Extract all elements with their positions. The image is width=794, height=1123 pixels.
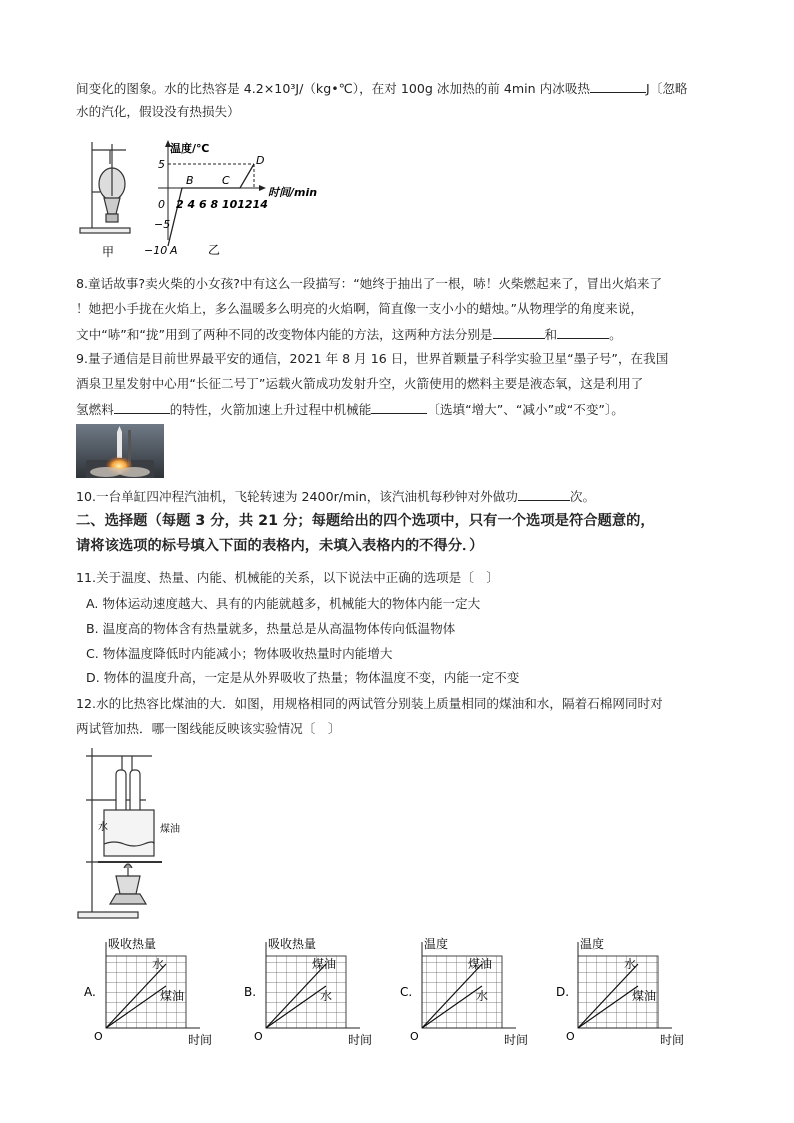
q8-line3-and: 和 xyxy=(544,327,558,342)
q10-text: 10.一台单缸四冲程汽油机，飞轮转速为 2400r/min，该汽油机每秒钟对外做功 xyxy=(76,489,518,504)
apparatus-label-kerosene: 煤油 xyxy=(160,824,180,835)
fig-label-jia: 甲 xyxy=(102,245,115,259)
q7-line2: 水的汽化，假设没有热损失） xyxy=(76,104,240,119)
q9-line3-end: 〔选填“增大”、“减小”或“不变”〕。 xyxy=(427,402,624,417)
q11-stem: 11.关于温度、热量、内能、机械能的关系，以下说法中正确的选项是〔 〕 xyxy=(76,570,500,585)
q10-tail: 次。 xyxy=(569,489,596,504)
graph-option-letter: D. xyxy=(556,985,570,999)
rocket-launch-image xyxy=(76,424,164,478)
q7-line1-text: 间变化的图象。水的比热容是 4.2×10³J/（kg•℃），在对 100g 冰加热的前 4min 内冰吸热 xyxy=(76,81,591,96)
section2-heading-line1: 二、选择题（每题 3 分，共 21 分；每题给出的四个选项中，只有一个选项是符合题意的， xyxy=(76,513,655,529)
q11-option-a[interactable]: A. 物体运动速度越大、具有的内能就越多，机械能大的物体内能一定大 xyxy=(86,596,481,611)
y-tick-0: 0 xyxy=(158,198,165,211)
y-tick-5: 5 xyxy=(158,158,165,171)
q12-apparatus-illustration xyxy=(76,744,208,920)
q9-line3 xyxy=(76,401,624,418)
y-tick-m5: −5 xyxy=(154,218,171,231)
q9-line3-mid: 的特性，火箭加速上升过程中机械能 xyxy=(169,402,372,417)
point-b: B xyxy=(186,174,194,187)
graph-y-label: 吸收热量 xyxy=(268,937,317,951)
graph-label-lower: 煤油 xyxy=(160,989,185,1003)
point-d: D xyxy=(256,154,265,167)
q7-line1 xyxy=(76,80,688,97)
graph-label-upper: 煤油 xyxy=(312,957,337,971)
fig-label-yi: 乙 xyxy=(208,243,221,257)
graph-label-lower: 水 xyxy=(476,989,489,1003)
graph-x-label: 时间 xyxy=(188,1033,213,1047)
q12-line2: 两试管加热．哪一图线能反映该实验情况〔 〕 xyxy=(76,721,341,736)
point-c: C xyxy=(222,174,230,187)
graph-x-label: 时间 xyxy=(504,1033,529,1047)
q12-option-graphs xyxy=(76,932,716,1048)
q8-line2: ！她把小手拢在火焰上，多么温暖多么明亮的火焰啊，简直像一支小小的蜡烛。”从物理学的角度来说， xyxy=(76,301,643,316)
graph-y-label: 吸收热量 xyxy=(108,937,157,951)
q10-answer-blank[interactable] xyxy=(518,488,570,501)
q9-line3-text: 氢燃料 xyxy=(76,402,114,417)
graph-option-letter: C. xyxy=(400,985,413,999)
q9-line1: 9.量子通信是目前世界最平安的通信，2021 年 8 月 16 日，世界首颗量子科学实验卫星“墨子号”，在我国 xyxy=(76,351,669,366)
q7-line1-tail: J〔忽略 xyxy=(646,81,688,96)
graph-y-label: 温度/℃ xyxy=(170,142,210,155)
apparatus-label-water: 水 xyxy=(98,822,108,833)
q9-answer-blank-2[interactable] xyxy=(371,401,427,414)
graph-y-label: 温度 xyxy=(580,937,605,951)
graph-origin-label: O xyxy=(254,1030,263,1043)
q8-answer-blank-1[interactable] xyxy=(493,326,545,339)
q7-answer-blank[interactable] xyxy=(590,80,646,93)
graph-x-label: 时间 xyxy=(660,1033,685,1047)
temperature-time-graph xyxy=(144,140,317,257)
graph-option-letter: A. xyxy=(84,985,96,999)
graph-label-upper: 水 xyxy=(624,957,637,971)
q12-line1: 12.水的比热容比煤油的大．如图，用规格相同的两试管分别装上质量相同的煤油和水，隔着石棉网同时对 xyxy=(76,696,663,711)
q8-line3 xyxy=(76,326,622,343)
graph-y-label: 温度 xyxy=(424,937,449,951)
q8-line1: 8.童话故事?卖火柴的小女孩?中有这么一段描写：“她终于抽出了一根，哧！火柴燃起来了，冒出火焰来了 xyxy=(76,276,663,291)
graph-label-upper: 水 xyxy=(152,957,165,971)
q7-figure xyxy=(76,136,336,266)
graph-x-label: 时间/min xyxy=(268,186,318,199)
graph-origin-label: O xyxy=(94,1030,103,1043)
y-tick-m10: −10 xyxy=(144,244,168,257)
graph-label-lower: 煤油 xyxy=(632,989,657,1003)
graph-x-label: 时间 xyxy=(348,1033,373,1047)
point-a: A xyxy=(170,244,178,257)
q8-line3-end: 。 xyxy=(609,327,622,342)
q9-answer-blank-1[interactable] xyxy=(114,401,170,414)
graph-origin-label: O xyxy=(566,1030,575,1043)
q10-line xyxy=(76,488,595,505)
graph-option-letter: B. xyxy=(244,985,257,999)
q11-option-d[interactable]: D. 物体的温度升高，一定是从外界吸收了热量；物体温度不变，内能一定不变 xyxy=(86,670,520,685)
q11-option-b[interactable]: B. 温度高的物体含有热量就多，热量总是从高温物体传向低温物体 xyxy=(86,621,456,636)
section2-heading-line2: 请将该选项的标号填入下面的表格内，未填入表格内的不得分．） xyxy=(76,538,484,554)
x-ticks: 2 4 6 8 101214 xyxy=(176,198,268,211)
heating-apparatus-illustration xyxy=(80,142,130,233)
graph-label-lower: 水 xyxy=(320,989,333,1003)
q8-answer-blank-2[interactable] xyxy=(557,326,609,339)
q8-line3-text: 文中“哧”和“拢”用到了两种不同的改变物体内能的方法，这两种方法分别是 xyxy=(76,327,493,342)
q9-line2: 酒泉卫星发射中心用“长征二号丁”运载火箭成功发射升空，火箭使用的燃料主要是液态氧，这是利用了 xyxy=(76,376,644,391)
graph-label-upper: 煤油 xyxy=(468,957,493,971)
graph-origin-label: O xyxy=(410,1030,419,1043)
q11-option-c[interactable]: C. 物体温度降低时内能减小；物体吸收热量时内能增大 xyxy=(86,646,393,661)
